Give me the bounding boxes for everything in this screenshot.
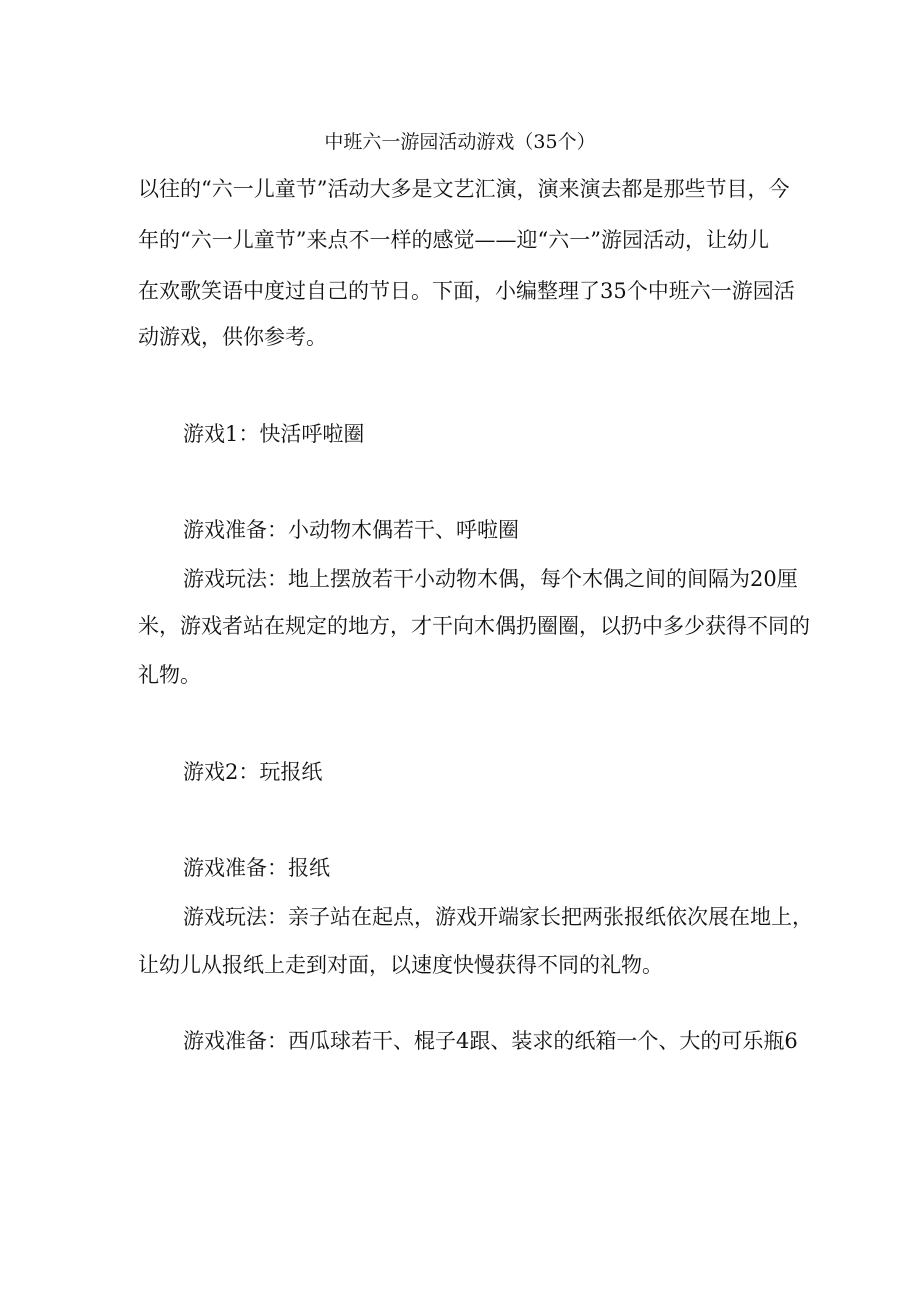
game1-play-line-2: 米，游戏者站在规定的地方，才干向木偶扔圈圈，以扔中多少获得不同的 — [138, 614, 810, 638]
game2-play-line-1: 游戏玩法：亲子站在起点，游戏开端家长把两张报纸依次展在地上， — [183, 905, 813, 929]
game2-heading: 游戏2：玩报纸 — [183, 760, 323, 784]
document-title: 中班六一游园活动游戏（35个） — [324, 131, 596, 153]
game1-play-line-1: 游戏玩法：地上摆放若干小动物木偶，每个木偶之间的间隔为20厘 — [183, 567, 798, 591]
game1-prep: 游戏准备：小动物木偶若干、呼啦圈 — [183, 518, 519, 542]
game2-play-line-2: 让幼儿从报纸上走到对面，以速度快慢获得不同的礼物。 — [138, 953, 663, 977]
game3-prep: 游戏准备：西瓜球若干、棍子4跟、装求的纸箱一个、大的可乐瓶6 — [183, 1029, 798, 1053]
intro-line-4: 动游戏，供你参考。 — [138, 325, 327, 349]
intro-line-3: 在欢歌笑语中度过自己的节日。下面，小编整理了35个中班六一游园活 — [138, 279, 795, 303]
game1-play-line-3: 礼物。 — [138, 663, 201, 687]
game1-heading: 游戏1：快活呼啦圈 — [183, 422, 365, 446]
intro-line-2: 年的“六一儿童节”来点不一样的感觉——迎“六一”游园活动，让幼儿 — [138, 228, 769, 252]
game2-prep: 游戏准备：报纸 — [183, 856, 330, 880]
intro-line-1: 以往的“六一儿童节”活动大多是文艺汇演，演来演去都是那些节目，今 — [138, 177, 790, 201]
